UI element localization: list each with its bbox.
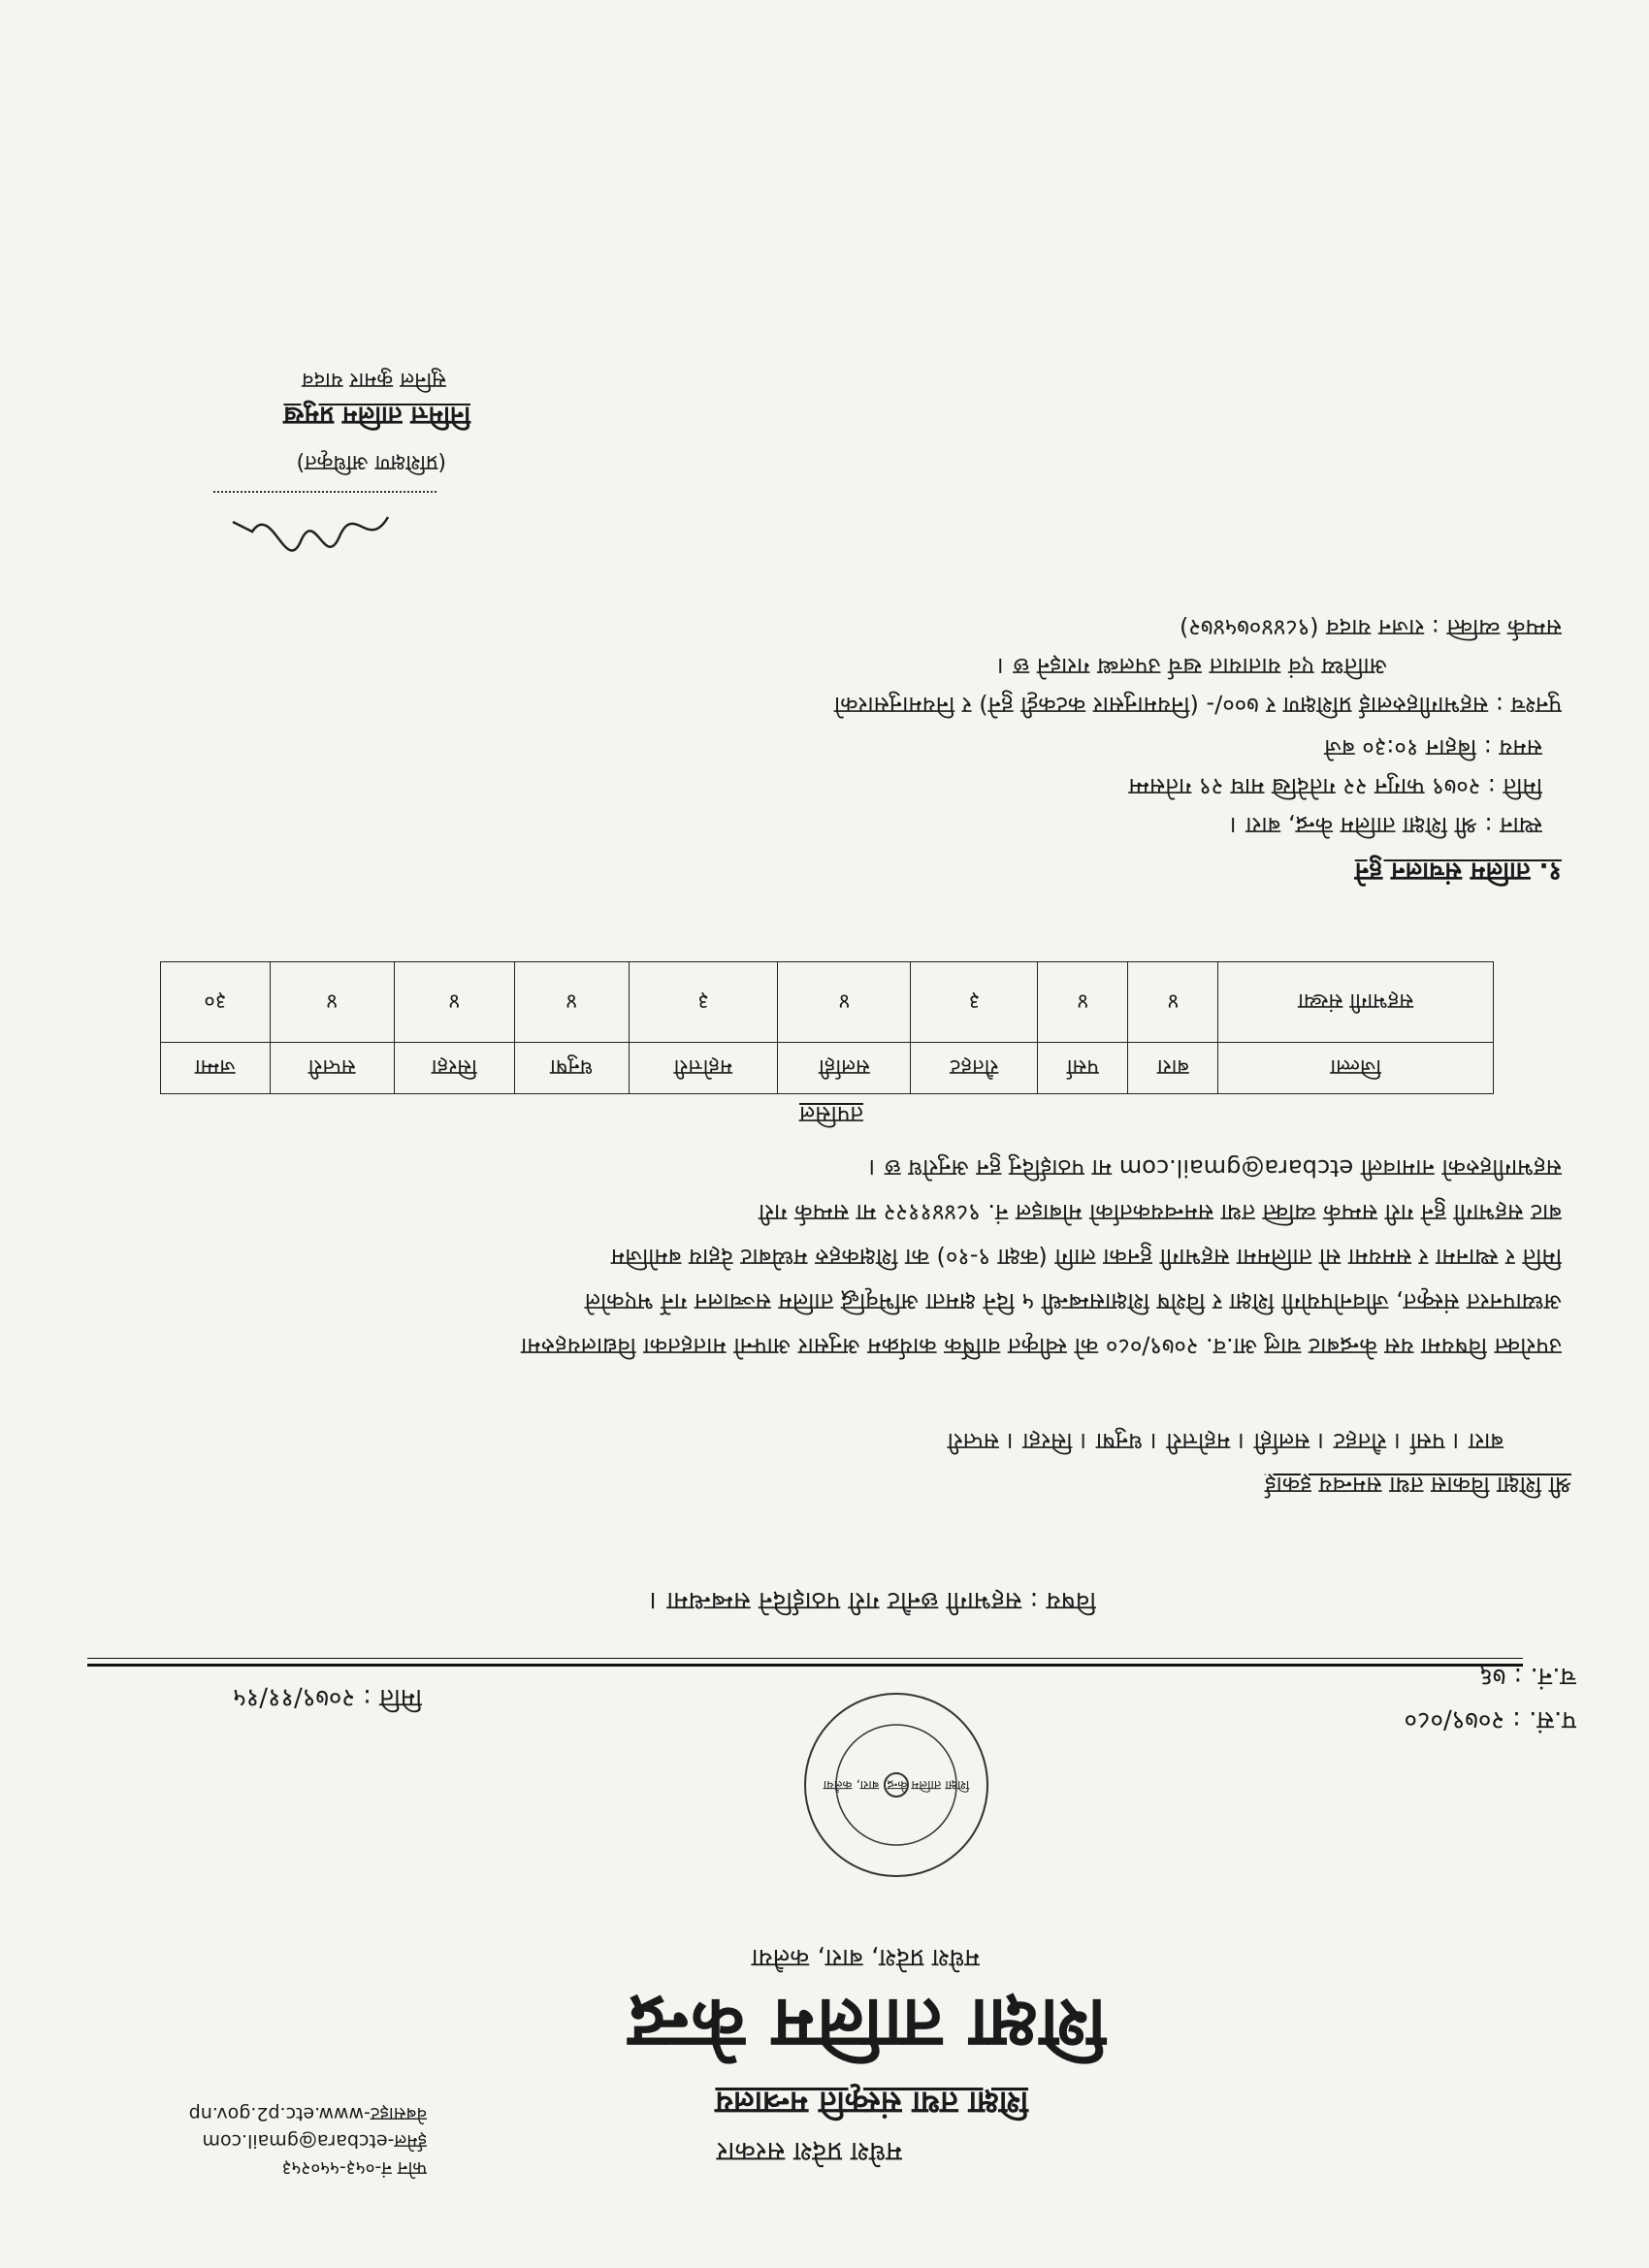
section-time: समय : बिहान १०:३० बजे bbox=[1324, 734, 1542, 761]
table-header-cell: महोत्तरी bbox=[629, 1043, 778, 1094]
body-line-4: बाट सहभागी हुने गरी सम्पर्क व्यक्ति तथा समन्वयकर्ताको मोबाइल नं. ९८४४११२२ मा सम्पर्क गरी bbox=[758, 1199, 1562, 1226]
table-header-cell: पर्सा bbox=[1038, 1043, 1128, 1094]
signature-icon bbox=[223, 493, 398, 561]
section-contact: सम्पर्क व्यक्ति : राजन यादव (९८४४०७५४७२) bbox=[1180, 614, 1562, 641]
signatory-title: (प्रशिक्षण अधिकृत) bbox=[296, 450, 446, 474]
body-line-2: अध्यापनरत संस्कृत, जीवनोपयोगी शिक्षा र विशेष शिक्षासम्बन्धी ५ दिने क्षमता अभिवृद्धि तालिम सञ्चालन गर्ने भएकोले bbox=[584, 1288, 1562, 1315]
letter-date: मिति : २०७९/११/१५ bbox=[233, 1683, 422, 1712]
header-divider-thin bbox=[87, 1658, 1523, 1659]
table-header-cell: रौतहट bbox=[911, 1043, 1038, 1094]
addressee-heading: श्री शिक्षा विकास तथा समन्वय इकाई bbox=[1264, 1472, 1571, 1499]
table-cell: ४ bbox=[778, 962, 911, 1043]
table-cell: ३ bbox=[629, 962, 778, 1043]
body-line-5: सहभागीहरुको नामावली etcbara@gmail.com मा पठाईदिनु हुन अनुरोध छ । bbox=[868, 1154, 1562, 1182]
letterhead-website: वेबसाइट-www.etc.p2.gov.np bbox=[188, 2103, 427, 2124]
table-cell: ४ bbox=[1128, 962, 1218, 1043]
table-cell: ४ bbox=[514, 962, 629, 1043]
table-header-cell: सप्तरी bbox=[270, 1043, 394, 1094]
table-cell: ४ bbox=[270, 962, 394, 1043]
table-header-cell: बारा bbox=[1128, 1043, 1218, 1094]
letterhead-govt: मधेश प्रदेश सरकार bbox=[716, 2136, 902, 2168]
signatory-designation: निमित्त तालिम प्रमुख bbox=[283, 401, 470, 430]
signature-dots bbox=[213, 491, 436, 493]
section-note-1: पुनश्च : सहभागीहरुलाई प्रशिक्षण र ७००/- (नियमानुसार कटकट्टी हुने) र नियमानुसारको bbox=[833, 692, 1562, 719]
section-title: १. तालिम संचालन हुने bbox=[1354, 857, 1562, 886]
table-header-cell: धनुषा bbox=[514, 1043, 629, 1094]
section-date: मिति : २०७९ फागुन २२ गतेदेखि माघ २९ गतेसम्म bbox=[1128, 773, 1542, 800]
subject-line: विषय : सहभागी छनौट गरी पठाईदिने सम्बन्धमा । bbox=[649, 1586, 1096, 1615]
letterhead-phone: फोन नं-०५३-५५०२५३ bbox=[281, 2157, 427, 2179]
table-cell: ४ bbox=[1038, 962, 1128, 1043]
body-line-3: मिति र स्थानमा र समयमा सो तालिममा सहभागी हुनका लागि (कक्षा ९-१०) का शिक्षकहरु मध्येबाट देहाय बमोजिम bbox=[610, 1244, 1562, 1271]
reference-number: प.सं. : २०७९/०८० bbox=[1404, 1705, 1576, 1734]
section-note-2: आतिथ्य एवं यातायात खर्च उपलब्ध गराइने छ । bbox=[996, 653, 1387, 680]
addressee-districts: बारा । पर्सा । रौतहट । सर्लाही । महोत्तरी । धनुषा । सिरहा । सप्तरी bbox=[947, 1428, 1504, 1455]
annex-heading: तपसिल bbox=[798, 1101, 863, 1128]
table-header-cell: जम्मा bbox=[161, 1043, 271, 1094]
participant-distribution-table bbox=[160, 961, 1494, 1094]
signatory-name: सुनिल कुमार यादव bbox=[302, 368, 446, 392]
table-row bbox=[161, 962, 1494, 1043]
body-line-1: उपरोक्त विषयमा यस केन्द्रबाट चालु आ.व. २०७९/०८० को स्वीकृत वार्षिक कार्यक्रम अनुसार आफ्नो मातहतका विद्यालयहरुमा bbox=[521, 1333, 1562, 1360]
header-divider bbox=[87, 1664, 1523, 1667]
table-cell: ३ bbox=[911, 962, 1038, 1043]
table-header-cell: जिल्ला bbox=[1218, 1043, 1494, 1094]
table-row-label: सहभागी संख्या bbox=[1218, 962, 1494, 1043]
table-cell: ३० bbox=[161, 962, 271, 1043]
letterhead-center-name: शिक्षा तालिम केन्द्र bbox=[627, 1984, 1106, 2065]
section-place: स्थान : श्री शिक्षा तालिम केन्द्र, बारा । bbox=[1229, 812, 1542, 839]
stamp-text: शिक्षा तालिम केन्द्र, बारा, कलैया bbox=[823, 1777, 970, 1792]
table-cell: ४ bbox=[394, 962, 514, 1043]
office-stamp-icon bbox=[799, 1688, 993, 1882]
table-header-cell: सिरहा bbox=[394, 1043, 514, 1094]
table-header-cell: सर्लाही bbox=[778, 1043, 911, 1094]
letterhead-address: मधेश प्रदेश, बारा, कलैया bbox=[751, 1943, 980, 1972]
letterhead-email: ईमेल-etcbara@gmail.com bbox=[202, 2130, 427, 2152]
dispatch-number: च.नं. : ७६ bbox=[1479, 1662, 1576, 1691]
table-header-row bbox=[161, 1043, 1494, 1094]
letterhead-ministry: शिक्षा तथा संस्कृति मन्त्रालय bbox=[715, 2085, 1028, 2122]
